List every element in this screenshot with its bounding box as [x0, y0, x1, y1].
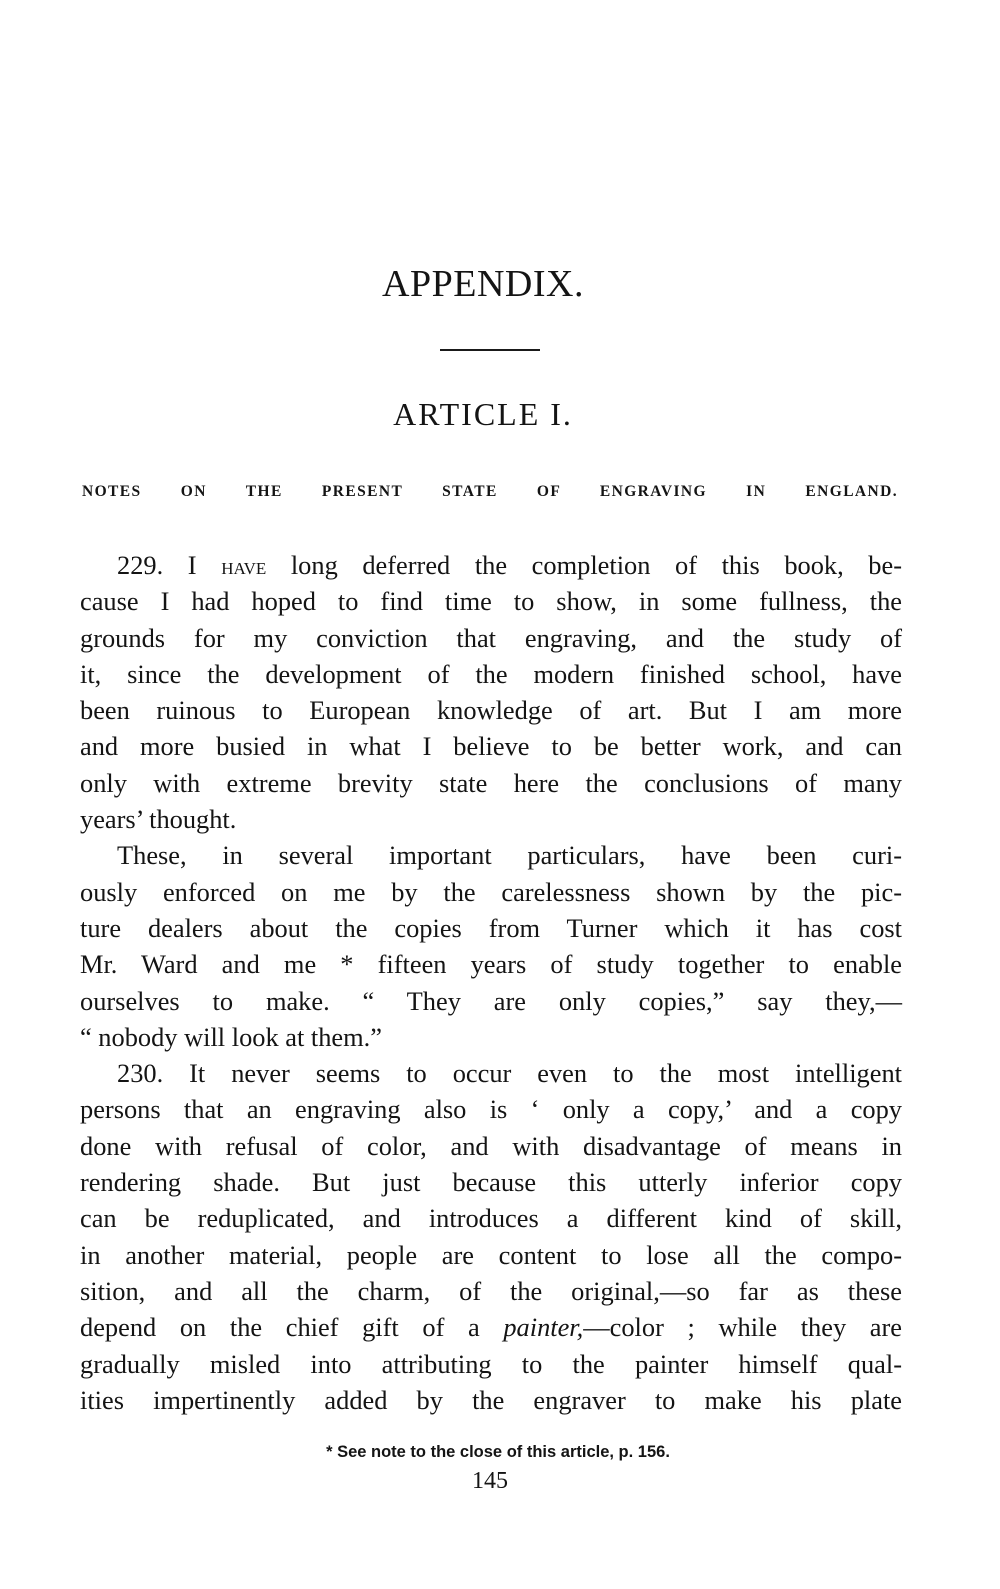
appendix-title: APPENDIX. [382, 263, 584, 305]
text-line: 230. It never seems to occur even to the most intelligent [117, 1058, 902, 1089]
text-line: sition, and all the charm, of the original,—so far as these [80, 1275, 902, 1306]
small-caps-word: have [221, 553, 267, 580]
text-line: can be reduplicated, and introduces a different kind of skill, [80, 1203, 902, 1234]
text-line: years’ thought. [80, 804, 237, 835]
article-title: ARTICLE I. [393, 396, 573, 432]
text-line: and more busied in what I believe to be better work, and can [80, 731, 902, 762]
paragraph-these [80, 837, 902, 1055]
text-line: grounds for my conviction that engraving, and the study of [80, 622, 902, 653]
body-text [80, 547, 902, 1418]
text-line: ture dealers about the copies from Turner which it has cost [80, 912, 902, 943]
text-line: gradually misled into attributing to the painter himself qual- [80, 1348, 902, 1379]
text-line: cause I had hoped to find time to show, in some fullness, the [80, 586, 902, 617]
text-line: persons that an engraving also is ‘ only a copy,’ and a copy [80, 1094, 902, 1125]
title-divider-rule [440, 349, 540, 351]
paragraph-230 [80, 1055, 902, 1418]
page-number: 145 [472, 1468, 508, 1494]
text-line: been ruinous to European knowledge of art. But I am more [80, 695, 902, 726]
text-line: Mr. Ward and me * fifteen years of study together to enable [80, 949, 902, 980]
italic-word: painter, [503, 1312, 584, 1343]
text-line: These, in several important particulars, have been curi- [117, 840, 902, 871]
paragraph-229 [80, 547, 902, 837]
text-line: depend on the chief gift of a painter,—color ; while they are [80, 1312, 902, 1343]
article-subtitle: NOTES ON THE PRESENT STATE OF ENGRAVING IN ENGLAND. [82, 483, 898, 500]
text-line: only with extreme brevity state here the conclusions of many [80, 767, 902, 798]
text-line: rendering shade. But just because this utterly inferior copy [80, 1167, 902, 1198]
text-line: ities impertinently added by the engraver to make his plate [80, 1384, 902, 1415]
text-line: ourselves to make. “ They are only copies,” say they,— [80, 985, 902, 1016]
text-line: ously enforced on me by the carelessness shown by the pic- [80, 876, 902, 907]
text-line: 229. I have long deferred the completion of this book, be- [117, 550, 902, 580]
footnote: * See note to the close of this article, p. 156. [326, 1443, 670, 1461]
text-line: it, since the development of the modern finished school, have [80, 658, 902, 689]
paragraph-number: 229. [117, 550, 164, 580]
text-line: done with refusal of color, and with disadvantage of means in [80, 1130, 902, 1161]
text-line: “ nobody will look at them.” [80, 1021, 382, 1052]
text-line: in another material, people are content to lose all the compo- [80, 1239, 902, 1270]
